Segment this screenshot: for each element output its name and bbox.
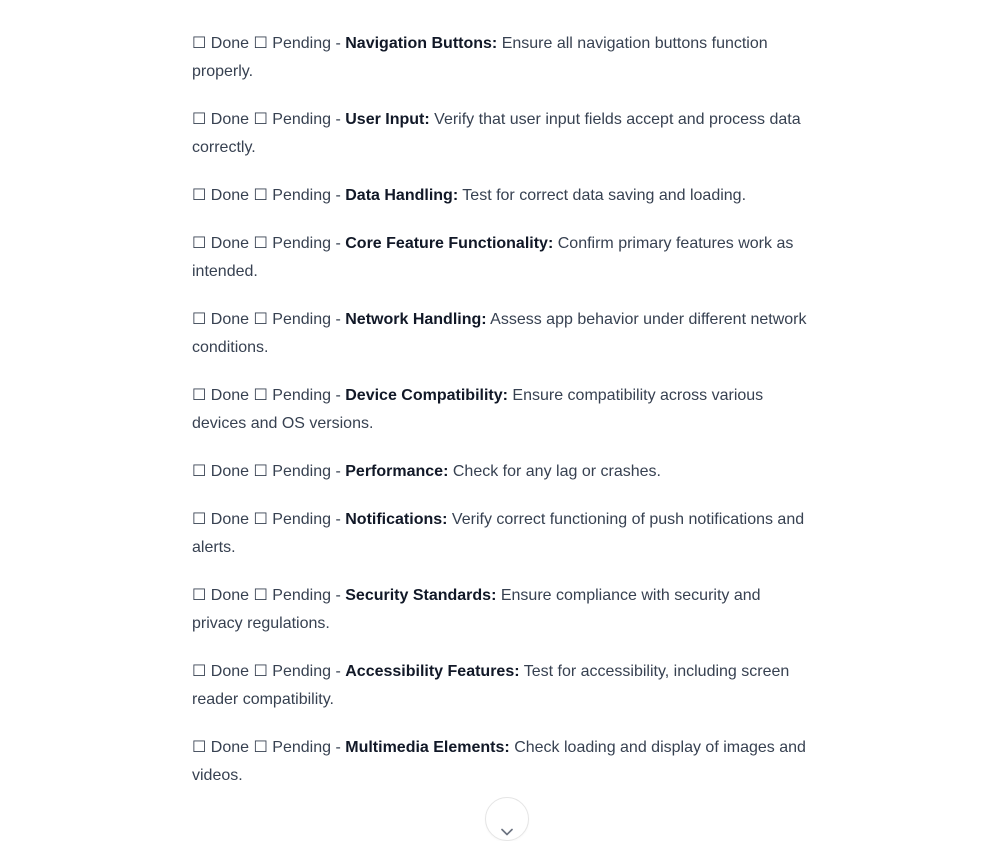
separator-dash: - xyxy=(335,739,341,756)
pending-checkbox-label: ☐ Pending xyxy=(253,35,332,52)
item-label: Security Standards: xyxy=(345,587,497,604)
separator-dash: - xyxy=(335,387,341,404)
checklist-item xyxy=(192,506,814,562)
pending-checkbox-label: ☐ Pending xyxy=(253,739,332,756)
done-checkbox-label: ☐ Done xyxy=(192,387,250,404)
pending-checkbox-label: ☐ Pending xyxy=(253,511,332,528)
done-checkbox-label: ☐ Done xyxy=(192,587,250,604)
item-description: Ensure all navigation buttons function properly. xyxy=(192,35,768,80)
pending-checkbox-label: ☐ Pending xyxy=(253,311,332,328)
done-checkbox-label: ☐ Done xyxy=(192,235,250,252)
chevron-down-icon xyxy=(497,822,517,841)
pending-checkbox-label: ☐ Pending xyxy=(253,235,332,252)
item-description: Verify correct functioning of push notifications and alerts. xyxy=(192,511,805,556)
checklist-item xyxy=(192,106,814,162)
item-label: Network Handling: xyxy=(345,311,487,328)
checklist-item xyxy=(192,230,814,286)
item-description: Confirm primary features work as intended. xyxy=(192,235,794,280)
pending-checkbox-label: ☐ Pending xyxy=(253,587,332,604)
separator-dash: - xyxy=(335,311,341,328)
item-label: Data Handling: xyxy=(345,187,459,204)
item-description: Test for correct data saving and loading. xyxy=(462,187,747,204)
item-description: Check loading and display of images and videos. xyxy=(192,739,806,784)
item-description: Ensure compliance with security and privacy regulations. xyxy=(192,587,761,632)
item-label: Notifications: xyxy=(345,511,448,528)
checklist-item xyxy=(192,458,814,486)
item-label: Multimedia Elements: xyxy=(345,739,510,756)
checklist-item xyxy=(192,182,814,210)
pending-checkbox-label: ☐ Pending xyxy=(253,663,332,680)
pending-checkbox-label: ☐ Pending xyxy=(253,387,332,404)
done-checkbox-label: ☐ Done xyxy=(192,663,250,680)
done-checkbox-label: ☐ Done xyxy=(192,511,250,528)
done-checkbox-label: ☐ Done xyxy=(192,35,250,52)
pending-checkbox-label: ☐ Pending xyxy=(253,111,332,128)
checklist-item xyxy=(192,734,814,790)
checklist-item xyxy=(192,382,814,438)
item-description: Ensure compatibility across various devices and OS versions. xyxy=(192,387,764,432)
done-checkbox-label: ☐ Done xyxy=(192,739,250,756)
item-label: Device Compatibility: xyxy=(345,387,508,404)
item-description: Test for accessibility, including screen reader compatibility. xyxy=(192,663,790,708)
item-description: Verify that user input fields accept and process data correctly. xyxy=(192,111,801,156)
done-checkbox-label: ☐ Done xyxy=(192,311,250,328)
separator-dash: - xyxy=(335,187,341,204)
item-label: Accessibility Features: xyxy=(345,663,520,680)
checklist-item xyxy=(192,658,814,714)
done-checkbox-label: ☐ Done xyxy=(192,111,250,128)
item-label: Performance: xyxy=(345,463,449,480)
item-description: Check for any lag or crashes. xyxy=(452,463,661,480)
checklist-item xyxy=(192,582,814,638)
item-description: Assess app behavior under different network conditions. xyxy=(192,311,807,356)
chat-message-checklist xyxy=(192,30,814,790)
pending-checkbox-label: ☐ Pending xyxy=(253,463,332,480)
separator-dash: - xyxy=(335,111,341,128)
checklist-item xyxy=(192,306,814,362)
done-checkbox-label: ☐ Done xyxy=(192,187,250,204)
pending-checkbox-label: ☐ Pending xyxy=(253,187,332,204)
separator-dash: - xyxy=(335,35,341,52)
separator-dash: - xyxy=(335,663,341,680)
separator-dash: - xyxy=(335,587,341,604)
item-label: Core Feature Functionality: xyxy=(345,235,554,252)
item-label: Navigation Buttons: xyxy=(345,35,498,52)
scroll-to-bottom-button[interactable] xyxy=(485,797,529,841)
separator-dash: - xyxy=(335,511,341,528)
checklist-item xyxy=(192,30,814,86)
separator-dash: - xyxy=(335,235,341,252)
item-label: User Input: xyxy=(345,111,430,128)
done-checkbox-label: ☐ Done xyxy=(192,463,250,480)
separator-dash: - xyxy=(335,463,341,480)
